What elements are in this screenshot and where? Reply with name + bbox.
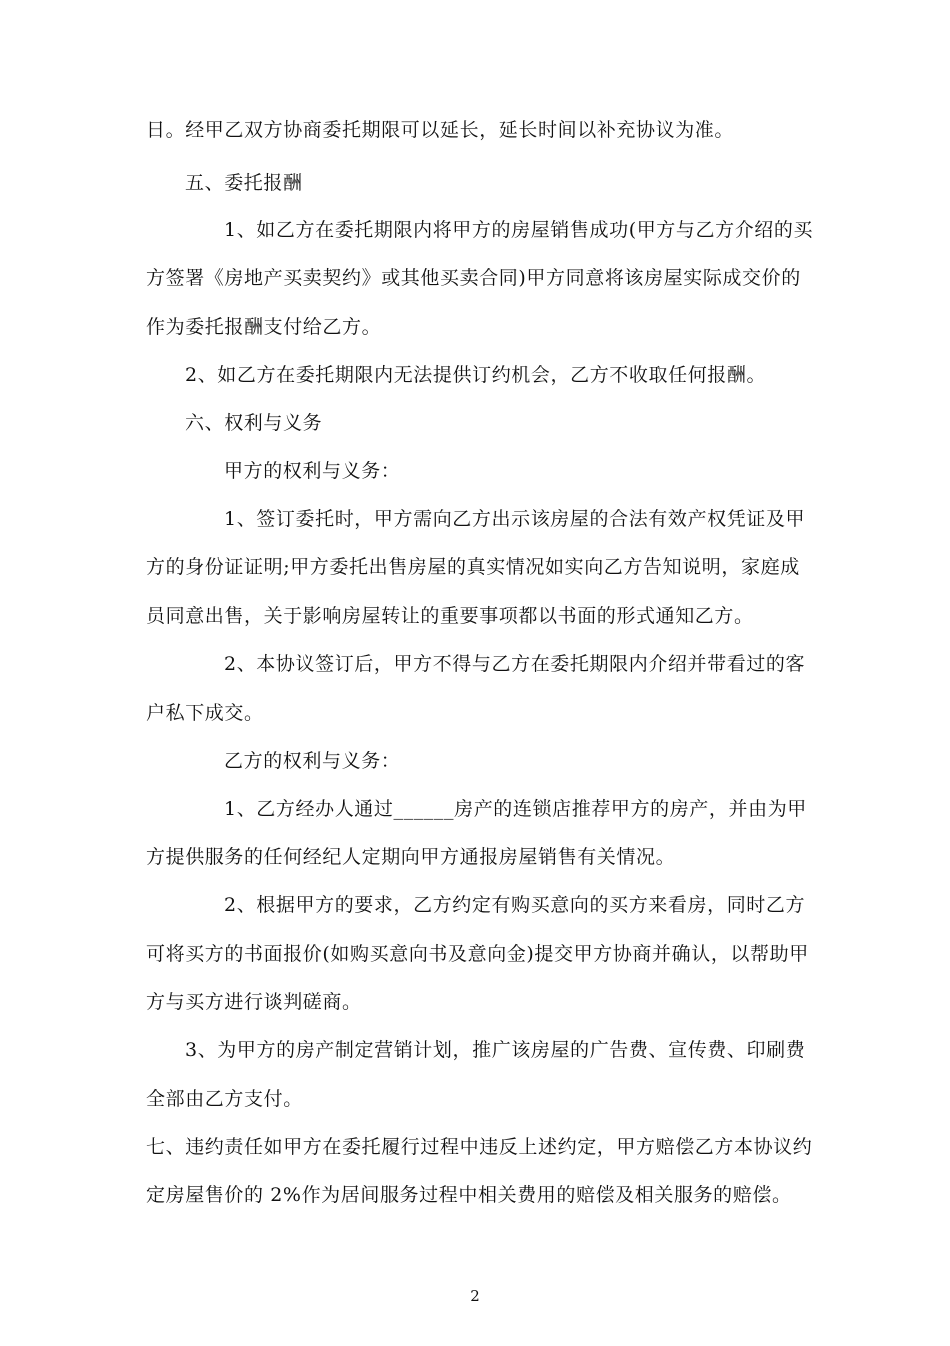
subsection-heading: 乙方的权利与义务： [224,750,401,772]
section-heading: 六、权利与义务 [185,412,323,434]
body-text-line: 方提供服务的任何经纪人定期向甲方通报房屋销售有关情况。 [146,846,676,868]
subsection-heading: 甲方的权利与义务： [224,460,401,482]
body-text-line: 方签署《房地产买卖契约》或其他买卖合同)甲方同意将该房屋实际成交价的 [146,267,801,289]
body-text-line: 定房屋售价的 2%作为居间服务过程中相关费用的赔偿及相关服务的赔偿。 [146,1184,792,1206]
body-text-line: 员同意出售，关于影响房屋转让的重要事项都以书面的形式通知乙方。 [146,605,754,627]
body-text-line: 户私下成交。 [146,702,264,724]
body-text-line: 2、根据甲方的要求，乙方约定有购买意向的买方来看房，同时乙方 [224,894,806,916]
body-text-line: 2、本协议签订后，甲方不得与乙方在委托期限内介绍并带看过的客 [224,653,806,675]
body-text-line: 1、如乙方在委托期限内将甲方的房屋销售成功(甲方与乙方介绍的买 [224,219,814,241]
body-text-line: 可将买方的书面报价(如购买意向书及意向金)提交甲方协商并确认，以帮助甲 [146,943,809,965]
page-number: 2 [470,1287,480,1305]
body-text-line: 1、乙方经办人通过______房产的连锁店推荐甲方的房产，并由为甲 [224,798,807,820]
body-text-line: 日。经甲乙双方协商委托期限可以延长，延长时间以补充协议为准。 [146,119,735,141]
body-text-line: 3、为甲方的房产制定营销计划，推广该房屋的广告费、宣传费、印刷费 [185,1039,806,1061]
body-text-line: 2、如乙方在委托期限内无法提供订约机会，乙方不收取任何报酬。 [185,364,767,386]
body-text-line: 作为委托报酬支付给乙方。 [146,316,382,338]
body-text-line: 全部由乙方支付。 [146,1088,303,1110]
body-text-line: 方的身份证证明;甲方委托出售房屋的真实情况如实向乙方告知说明，家庭成 [146,556,800,578]
body-text-line: 1、签订委托时，甲方需向乙方出示该房屋的合法有效产权凭证及甲 [224,508,806,530]
body-text-line: 方与买方进行谈判磋商。 [146,991,362,1013]
section-heading: 七、违约责任如甲方在委托履行过程中违反上述约定，甲方赔偿乙方本协议约 [146,1136,813,1158]
section-heading: 五、委托报酬 [185,172,303,194]
